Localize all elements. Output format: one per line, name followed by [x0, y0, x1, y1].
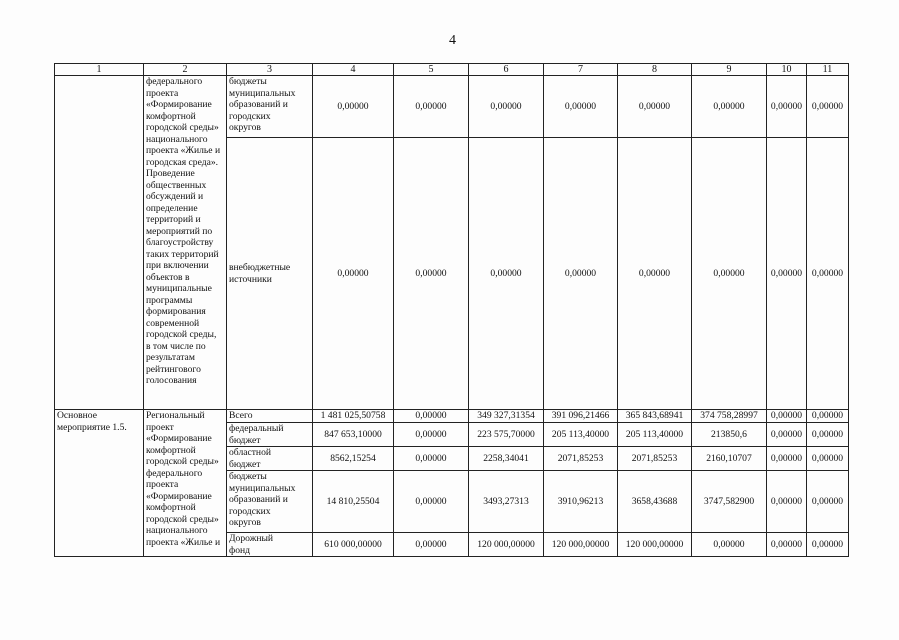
- value-cell: 120 000,00000: [544, 533, 618, 557]
- value-cell: 3493,27313: [469, 471, 544, 533]
- value-cell: 0,00000: [807, 423, 849, 447]
- text-line: мероприятий по: [146, 225, 213, 237]
- value-cell: 2071,85253: [544, 447, 618, 471]
- text-line: бюджеты: [229, 471, 267, 482]
- text-line: Дорожный: [229, 533, 274, 544]
- text-line: городской среды»: [146, 122, 219, 133]
- text-line: бюджет: [229, 434, 261, 446]
- value-cell: 0,00000: [544, 76, 618, 138]
- value-cell: 0,00000: [692, 138, 767, 410]
- text-line: Проведение: [146, 168, 195, 179]
- value-cell: 0,00000: [807, 533, 849, 557]
- value-cell: 0,00000: [767, 471, 807, 533]
- funding-source: [227, 447, 313, 471]
- value-cell: 0,00000: [807, 138, 849, 410]
- value-cell: 3658,43688: [618, 471, 692, 533]
- text-line: муниципальных: [229, 482, 296, 494]
- activity-cell: [55, 76, 144, 410]
- column-number: 6: [469, 64, 544, 76]
- text-line: муниципальных: [229, 87, 296, 99]
- text-line: Основное: [57, 410, 97, 421]
- funding-source: [227, 410, 313, 423]
- value-cell: 0,00000: [469, 76, 544, 138]
- column-number: 1: [55, 64, 144, 76]
- text-line: источники: [229, 273, 272, 285]
- value-cell: 120 000,00000: [469, 533, 544, 557]
- text-line: комфортной: [146, 444, 196, 456]
- value-cell: 349 327,31354: [469, 410, 544, 423]
- text-line: национального: [146, 133, 208, 145]
- text-line: Региональный: [146, 410, 205, 421]
- text-line: в том числе по: [146, 340, 206, 352]
- text-line: внебюджетные: [229, 262, 291, 273]
- value-cell: 3747,582900: [692, 471, 767, 533]
- value-cell: 0,00000: [394, 471, 469, 533]
- value-cell: 0,00000: [618, 138, 692, 410]
- text-line: бюджет: [229, 458, 261, 470]
- value-cell: 0,00000: [767, 447, 807, 471]
- value-cell: 2071,85253: [618, 447, 692, 471]
- text-line: городской среды»: [146, 513, 219, 525]
- text-line: современной: [146, 317, 200, 329]
- text-line: проекта «Жилье и: [146, 536, 221, 548]
- column-number-row: [55, 64, 849, 76]
- activity-name: [55, 410, 144, 557]
- text-line: Всего: [229, 410, 253, 421]
- value-cell: 2160,10707: [692, 447, 767, 471]
- value-cell: 0,00000: [544, 138, 618, 410]
- text-line: голосования: [146, 375, 197, 386]
- value-cell: 0,00000: [807, 410, 849, 423]
- value-cell: 0,00000: [767, 410, 807, 423]
- value-cell: 0,00000: [394, 533, 469, 557]
- text-line: при включении: [146, 260, 209, 271]
- text-line: фонд: [229, 544, 251, 556]
- value-cell: 120 000,00000: [618, 533, 692, 557]
- text-line: городская среда».: [146, 156, 219, 168]
- value-cell: 0,00000: [767, 533, 807, 557]
- text-line: образований и: [229, 494, 288, 505]
- column-number: 2: [144, 64, 227, 76]
- text-line: муниципальные: [146, 283, 212, 294]
- funding-source: [227, 76, 313, 138]
- value-cell: 365 843,68941: [618, 410, 692, 423]
- value-cell: 0,00000: [394, 410, 469, 423]
- text-line: благоустройству: [146, 237, 214, 248]
- value-cell: 0,00000: [807, 447, 849, 471]
- value-cell: 374 758,28997: [692, 410, 767, 423]
- text-line: проекта: [146, 479, 179, 490]
- column-number: 8: [618, 64, 692, 76]
- value-cell: 0,00000: [767, 76, 807, 138]
- value-cell: 0,00000: [313, 138, 394, 410]
- text-line: результатам: [146, 352, 195, 363]
- text-line: федерального: [146, 467, 203, 479]
- text-line: национального: [146, 525, 208, 536]
- value-cell: 0,00000: [394, 447, 469, 471]
- funding-table: [54, 63, 849, 557]
- column-number: 10: [767, 64, 807, 76]
- value-cell: 14 810,25504: [313, 471, 394, 533]
- text-line: рейтингового: [146, 363, 201, 375]
- value-cell: 213850,6: [692, 423, 767, 447]
- text-line: городских: [229, 110, 271, 122]
- table-row: [55, 410, 849, 423]
- value-cell: 2258,34041: [469, 447, 544, 471]
- text-line: «Формирование: [146, 99, 212, 110]
- funding-source: [227, 471, 313, 533]
- column-number: 4: [313, 64, 394, 76]
- column-number: 9: [692, 64, 767, 76]
- text-line: объектов в: [146, 271, 190, 283]
- value-cell: 0,00000: [394, 423, 469, 447]
- column-number: 7: [544, 64, 618, 76]
- value-cell: 0,00000: [469, 138, 544, 410]
- text-line: округов: [229, 122, 261, 133]
- value-cell: 0,00000: [313, 76, 394, 138]
- value-cell: 0,00000: [807, 471, 849, 533]
- text-line: «Формирование: [146, 490, 212, 502]
- text-line: формирования: [146, 306, 206, 317]
- page-number: 4: [449, 33, 456, 48]
- text-line: мероприятие 1.5.: [57, 421, 127, 433]
- text-line: программы: [146, 294, 193, 306]
- text-line: городской среды»: [146, 456, 219, 467]
- funding-source: [227, 138, 313, 410]
- text-line: комфортной: [146, 110, 196, 122]
- text-line: проекта: [146, 87, 179, 99]
- value-cell: 0,00000: [767, 138, 807, 410]
- value-cell: 0,00000: [692, 533, 767, 557]
- value-cell: 223 575,70000: [469, 423, 544, 447]
- value-cell: 3910,96213: [544, 471, 618, 533]
- text-line: комфортной: [146, 502, 196, 513]
- text-line: бюджеты: [229, 76, 267, 87]
- text-line: проекта «Жилье и: [146, 145, 221, 156]
- column-number: 3: [227, 64, 313, 76]
- value-cell: 391 096,21466: [544, 410, 618, 423]
- text-line: общественных: [146, 179, 207, 191]
- value-cell: 0,00000: [618, 76, 692, 138]
- text-line: территорий и: [146, 214, 201, 225]
- text-line: округов: [229, 517, 261, 528]
- text-line: областной: [229, 447, 272, 458]
- text-line: городской среды,: [146, 329, 217, 340]
- project-description: [144, 76, 227, 410]
- table-row: [55, 76, 849, 138]
- text-line: образований и: [229, 99, 288, 110]
- value-cell: 0,00000: [767, 423, 807, 447]
- value-cell: 0,00000: [394, 76, 469, 138]
- value-cell: 0,00000: [807, 76, 849, 138]
- text-line: обсуждений и: [146, 191, 204, 202]
- text-line: проект: [146, 421, 174, 433]
- funding-source: [227, 533, 313, 557]
- funding-source: [227, 423, 313, 447]
- value-cell: 0,00000: [692, 76, 767, 138]
- value-cell: 1 481 025,50758: [313, 410, 394, 423]
- text-line: федеральный: [229, 423, 284, 434]
- text-line: городских: [229, 505, 271, 517]
- text-line: федерального: [146, 76, 203, 87]
- text-line: таких территорий: [146, 248, 219, 260]
- project-description: [144, 410, 227, 557]
- value-cell: 847 653,10000: [313, 423, 394, 447]
- text-line: определение: [146, 202, 198, 214]
- value-cell: 205 113,40000: [618, 423, 692, 447]
- value-cell: 610 000,00000: [313, 533, 394, 557]
- value-cell: 205 113,40000: [544, 423, 618, 447]
- value-cell: 0,00000: [394, 138, 469, 410]
- text-line: «Формирование: [146, 433, 212, 444]
- column-number: 5: [394, 64, 469, 76]
- value-cell: 8562,15254: [313, 447, 394, 471]
- column-number: 11: [807, 64, 849, 76]
